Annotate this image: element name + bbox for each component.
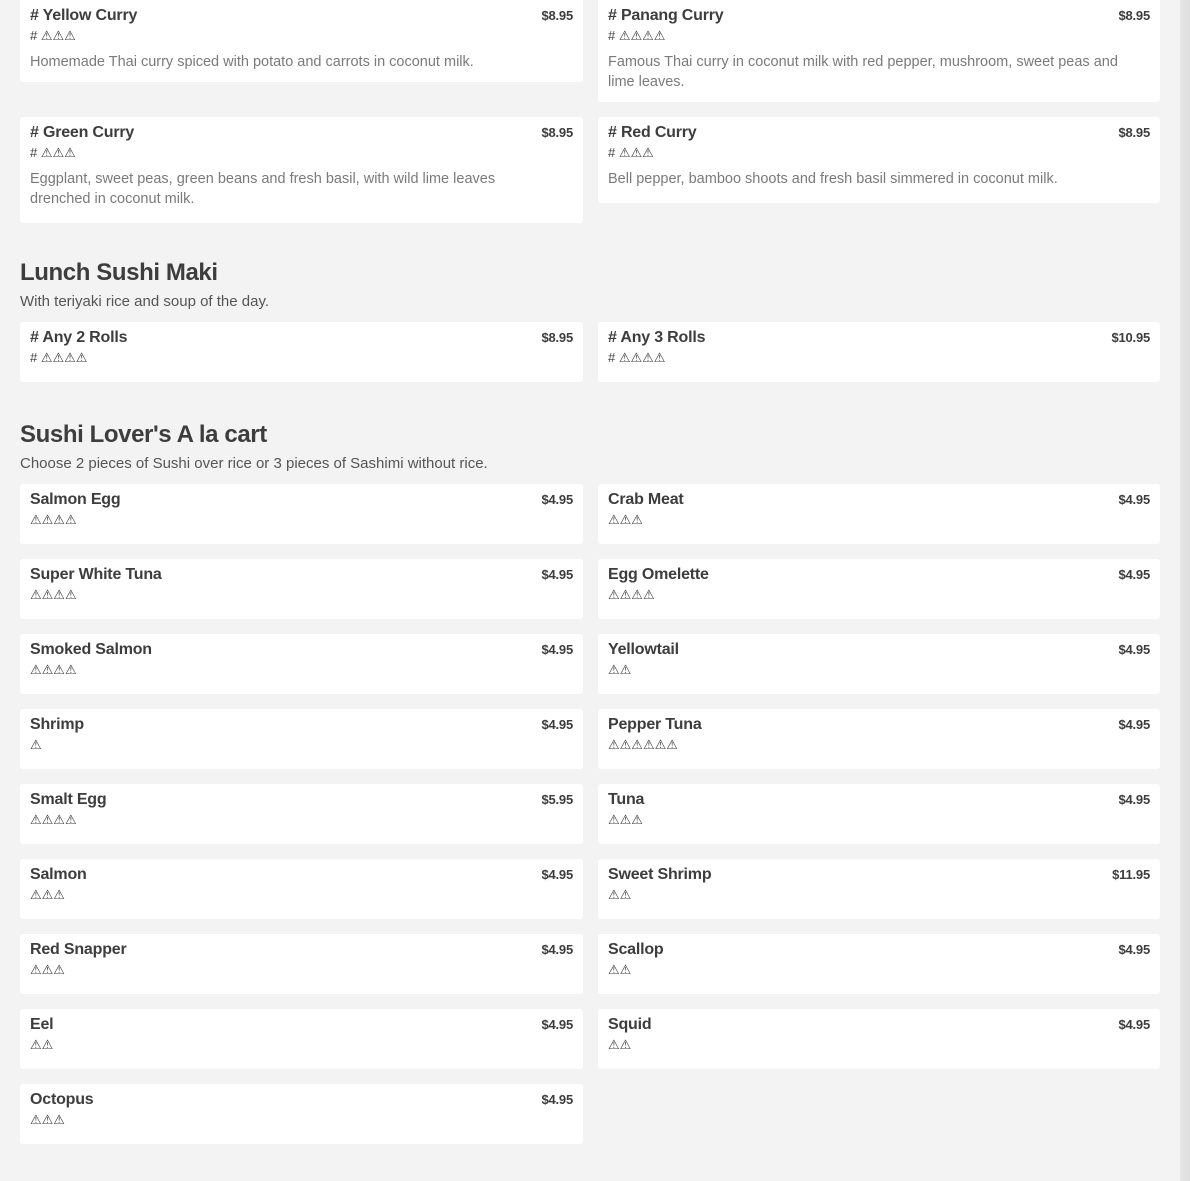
section-title: Sushi Lover's A la cart [20,421,267,448]
item-native-name: ⚠⚠⚠⚠ [30,587,77,602]
item-price: $8.95 [541,330,573,345]
menu-item-card[interactable] [20,0,583,82]
item-native-name: ⚠⚠⚠⚠ [30,662,77,677]
item-price: $4.95 [541,492,573,507]
item-native-name: # ⚠⚠⚠ [30,28,76,43]
item-name: Tuna [608,791,645,808]
item-name: Egg Omelette [608,566,709,583]
menu-item-card[interactable] [20,559,583,619]
menu-item-card[interactable] [598,709,1160,769]
item-name: Eel [30,1016,54,1033]
item-description: Bell pepper, bamboo shoots and fresh basil simmered in coconut milk. [608,171,1058,187]
item-native-name: ⚠⚠ [608,1037,632,1052]
item-price: $4.95 [541,867,573,882]
item-price: $8.95 [541,125,573,140]
item-description: Famous Thai curry in coconut milk with red pepper, mushroom, sweet peas and lime leaves. [608,54,1118,90]
item-name: Super White Tuna [30,566,162,583]
item-name: Salmon [30,866,87,883]
item-native-name: # ⚠⚠⚠⚠ [608,28,666,43]
item-name: # Panang Curry [608,7,724,24]
item-native-name: ⚠⚠⚠ [608,812,643,827]
item-native-name: # ⚠⚠⚠ [30,145,76,160]
menu-page [20,0,1160,1144]
item-native-name: ⚠⚠ [608,887,632,902]
item-native-name: ⚠⚠ [608,962,632,977]
curry-grid-row-2 [20,117,1160,223]
item-name: # Any 3 Rolls [608,329,706,346]
item-name: Pepper Tuna [608,716,702,733]
menu-item-card[interactable] [598,934,1160,994]
a-la-cart-grid [20,484,1160,1144]
item-price: $4.95 [541,642,573,657]
menu-item-card[interactable] [598,322,1160,382]
menu-item-card[interactable] [20,859,583,919]
item-name: Salmon Egg [30,491,121,508]
item-native-name: ⚠⚠⚠ [30,1112,65,1127]
item-price: $4.95 [1118,1017,1150,1032]
menu-item-card[interactable] [20,1009,583,1069]
menu-item-card[interactable] [20,934,583,994]
item-name: # Green Curry [30,124,135,141]
section-subtitle: With teriyaki rice and soup of the day. [20,293,270,310]
menu-item-card[interactable] [598,634,1160,694]
lunch-maki-grid [20,322,1160,382]
item-price: $4.95 [1118,792,1150,807]
item-name: Squid [608,1016,652,1033]
section-lunch-sushi-maki [20,258,1160,382]
item-price: $4.95 [541,1017,573,1032]
menu-item-card[interactable] [598,559,1160,619]
item-price: $8.95 [541,8,573,23]
menu-item-card[interactable] [20,634,583,694]
item-name: Shrimp [30,716,84,733]
menu-item-card[interactable] [20,322,583,382]
item-price: $10.95 [1111,330,1150,345]
item-native-name: ⚠⚠⚠⚠ [30,812,77,827]
menu-item-card[interactable] [598,484,1160,544]
item-price: $4.95 [541,942,573,957]
item-price: $4.95 [541,1092,573,1107]
section-subtitle: Choose 2 pieces of Sushi over rice or 3 pieces of Sashimi without rice. [20,455,488,472]
item-price: $4.95 [541,717,573,732]
item-native-name: ⚠⚠⚠ [30,887,65,902]
item-name: Sweet Shrimp [608,866,712,883]
item-native-name: # ⚠⚠⚠⚠ [30,350,88,365]
item-name: # Any 2 Rolls [30,329,128,346]
item-native-name: ⚠⚠⚠ [30,962,65,977]
item-price: $4.95 [541,567,573,582]
item-native-name: # ⚠⚠⚠⚠ [608,350,666,365]
menu-item-card[interactable] [598,859,1160,919]
item-description: Eggplant, sweet peas, green beans and fresh basil, with wild lime leaves drenched in coconut milk. [30,171,496,207]
item-name: # Yellow Curry [30,7,138,24]
item-native-name: ⚠⚠⚠⚠ [608,587,655,602]
menu-item-card[interactable] [20,484,583,544]
menu-item-card[interactable] [598,1009,1160,1069]
item-name: Red Snapper [30,941,127,958]
item-price: $4.95 [1118,642,1150,657]
item-price: $11.95 [1112,867,1150,882]
item-native-name: ⚠ [30,737,42,752]
section-title: Lunch Sushi Maki [20,259,218,286]
item-price: $5.95 [541,792,573,807]
item-name: Crab Meat [608,491,684,508]
item-name: Yellowtail [608,641,679,658]
menu-item-card[interactable] [598,117,1160,203]
menu-item-card[interactable] [20,117,583,223]
item-native-name: ⚠⚠⚠⚠⚠⚠ [608,737,678,752]
item-price: $8.95 [1118,125,1150,140]
menu-item-card[interactable] [20,709,583,769]
curry-grid [20,0,1160,102]
item-name: # Red Curry [608,124,697,141]
menu-item-card[interactable] [598,0,1160,102]
item-native-name: ⚠⚠⚠ [608,512,643,527]
item-description: Homemade Thai curry spiced with potato and carrots in coconut milk. [30,54,474,70]
item-native-name: ⚠⚠ [608,662,632,677]
item-name: Octopus [30,1091,94,1108]
item-price: $4.95 [1118,492,1150,507]
section-a-la-cart [20,420,1160,1144]
item-native-name: ⚠⚠ [30,1037,54,1052]
menu-item-card[interactable] [20,1084,583,1144]
item-price: $4.95 [1118,942,1150,957]
item-native-name: ⚠⚠⚠⚠ [30,512,77,527]
item-price: $8.95 [1118,8,1150,23]
item-price: $4.95 [1118,567,1150,582]
menu-item-card[interactable] [20,784,583,844]
item-name: Smalt Egg [30,791,107,808]
item-name: Smoked Salmon [30,641,152,658]
menu-item-card[interactable] [598,784,1160,844]
item-native-name: # ⚠⚠⚠ [608,145,654,160]
scrollbar-track[interactable] [1180,0,1190,1181]
item-name: Scallop [608,941,664,958]
item-price: $4.95 [1118,717,1150,732]
